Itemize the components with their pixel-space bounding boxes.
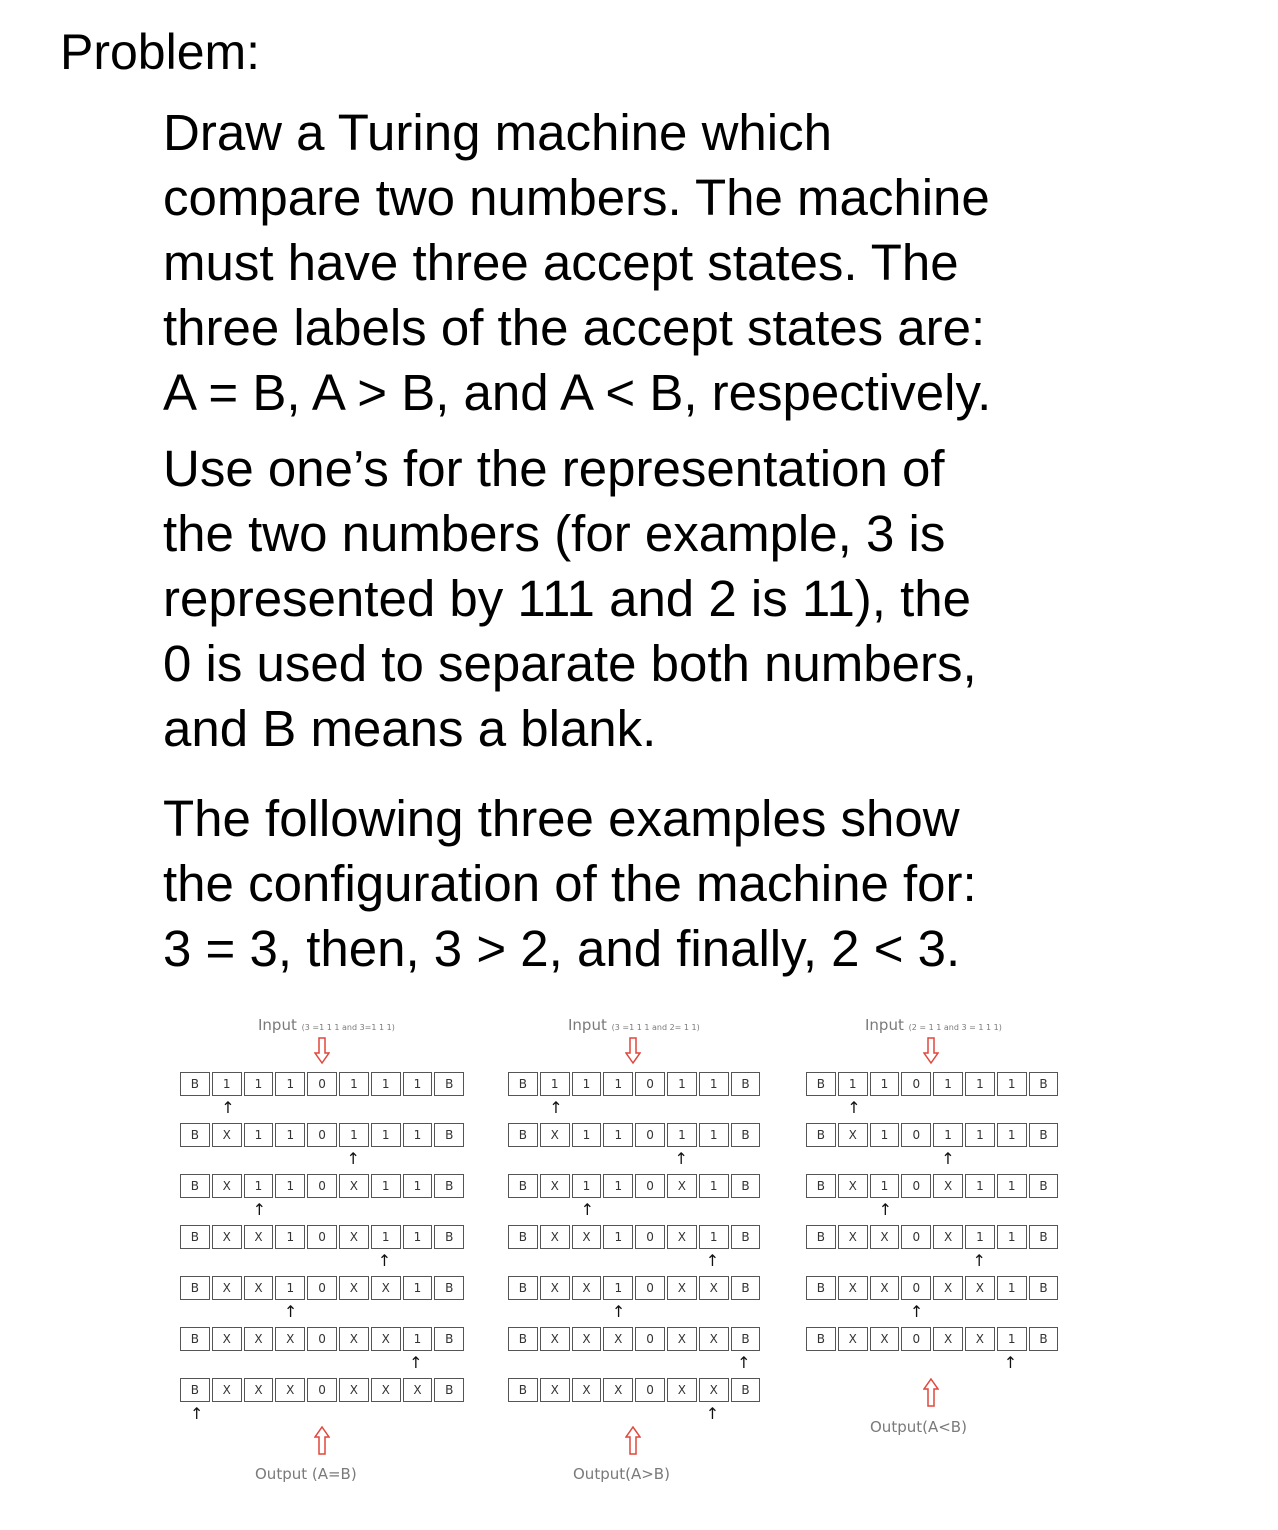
tape-cell: B	[731, 1276, 761, 1300]
head-arrow-icon: ↑	[847, 1098, 861, 1117]
output-arrow-icon	[625, 1426, 641, 1456]
tape-cell: 1	[403, 1072, 433, 1096]
tape-cell: 1	[371, 1123, 401, 1147]
tape-cell: X	[275, 1378, 305, 1402]
tape-cell: B	[180, 1378, 210, 1402]
tape-cell: X	[371, 1327, 401, 1351]
tape-cell: B	[180, 1072, 210, 1096]
tape-cell: B	[180, 1276, 210, 1300]
head-arrow-icon: ↑	[221, 1098, 235, 1117]
head-arrow-icon: ↑	[580, 1200, 594, 1219]
tape-cell: B	[806, 1327, 836, 1351]
output-arrow-icon	[923, 1378, 939, 1408]
tape-row	[180, 1327, 466, 1353]
tape-cell: B	[508, 1276, 538, 1300]
tape-cell: 0	[901, 1327, 931, 1351]
tape-cell: 1	[244, 1123, 274, 1147]
examples-intro	[163, 786, 1203, 981]
tape-cell: B	[731, 1123, 761, 1147]
output-arrow-icon	[314, 1426, 330, 1456]
tape-cell: 1	[275, 1225, 305, 1249]
tape-cell: B	[731, 1072, 761, 1096]
problem-heading: Problem:	[60, 24, 261, 80]
tape-cell: 0	[307, 1174, 337, 1198]
text-line: The following three examples show	[163, 790, 960, 847]
tape-cell: B	[1029, 1327, 1059, 1351]
tape-cell: 1	[403, 1123, 433, 1147]
tape-cell: X	[933, 1327, 963, 1351]
tape-cell: X	[540, 1327, 570, 1351]
tape-cell: X	[870, 1327, 900, 1351]
tape-cell: B	[806, 1225, 836, 1249]
tape-cell: 1	[997, 1072, 1027, 1096]
head-arrow-icon: ↑	[909, 1302, 924, 1321]
head-arrow-icon: ↑	[611, 1302, 626, 1321]
tape-cell: 1	[403, 1327, 433, 1351]
tape-cell: B	[180, 1327, 210, 1351]
head-arrow-icon: ↑	[377, 1251, 392, 1270]
head-arrow-icon: ↑	[737, 1353, 751, 1372]
tape-cell: B	[1029, 1123, 1059, 1147]
tape-cell: B	[1029, 1072, 1059, 1096]
tape-row	[806, 1123, 1060, 1149]
tape-cell: X	[339, 1327, 369, 1351]
tape-cell: X	[667, 1327, 697, 1351]
head-arrow-icon: ↑	[346, 1149, 360, 1168]
text-line: 0 is used to separate both numbers,	[163, 635, 977, 692]
tape-cell: 1	[403, 1174, 433, 1198]
tape-cell: B	[180, 1225, 210, 1249]
head-arrow-icon: ↑	[252, 1200, 266, 1219]
tape-cell: 1	[339, 1123, 369, 1147]
tape-cell: 1	[275, 1072, 305, 1096]
tape-cell: 0	[307, 1276, 337, 1300]
tape-cell: X	[244, 1276, 274, 1300]
tape-cell: 0	[307, 1327, 337, 1351]
tape-cell: 0	[307, 1225, 337, 1249]
tape-row	[508, 1174, 762, 1200]
tape-row	[806, 1072, 1060, 1098]
tape-cell: 1	[572, 1174, 602, 1198]
tape-cell: X	[572, 1378, 602, 1402]
tape-cell: 1	[403, 1276, 433, 1300]
tape-cell: B	[806, 1072, 836, 1096]
tape-cell: 1	[244, 1174, 274, 1198]
output-label: Output (A=B)	[255, 1465, 357, 1483]
tape-cell: 1	[838, 1072, 868, 1096]
head-arrow-icon: ↑	[1003, 1353, 1018, 1372]
tape-cell: 0	[635, 1327, 665, 1351]
tape-cell: X	[244, 1225, 274, 1249]
tape-cell: 1	[371, 1225, 401, 1249]
tape-cell: 0	[307, 1378, 337, 1402]
head-arrow-icon: ↑	[941, 1149, 955, 1168]
tape-cell: B	[508, 1225, 538, 1249]
tape-cell: 1	[997, 1276, 1027, 1300]
tape-cell: B	[1029, 1276, 1059, 1300]
text-line: compare two numbers. The machine	[163, 169, 990, 226]
tape-row	[180, 1378, 466, 1404]
tape-cell: 1	[997, 1327, 1027, 1351]
head-arrow-icon: ↑	[705, 1404, 720, 1423]
tape-cell: 1	[699, 1072, 729, 1096]
head-arrow-icon: ↑	[549, 1098, 563, 1117]
tape-cell: X	[965, 1276, 995, 1300]
tape-cell: X	[667, 1378, 697, 1402]
tape-cell: X	[371, 1276, 401, 1300]
tape-cell: X	[403, 1378, 433, 1402]
tape-cell: B	[1029, 1174, 1059, 1198]
tape-cell: X	[212, 1123, 242, 1147]
tape-cell: B	[434, 1174, 464, 1198]
tape-cell: 1	[275, 1123, 305, 1147]
tape-cell: B	[180, 1174, 210, 1198]
tape-cell: 0	[901, 1123, 931, 1147]
input-arrow-icon	[923, 1037, 939, 1065]
tape-cell: X	[603, 1378, 633, 1402]
tape-cell: X	[699, 1276, 729, 1300]
tape-cell: 1	[244, 1072, 274, 1096]
tape-row	[508, 1327, 762, 1353]
tape-cell: X	[572, 1327, 602, 1351]
tape-cell: 1	[965, 1123, 995, 1147]
tape-cell: 0	[307, 1072, 337, 1096]
tape-cell: 1	[933, 1072, 963, 1096]
tape-cell: 1	[275, 1276, 305, 1300]
input-label-text: Input	[568, 1016, 607, 1034]
input-label	[568, 1016, 700, 1034]
tape-cell: B	[731, 1327, 761, 1351]
input-arrow-icon	[625, 1037, 641, 1065]
tape-cell: 1	[870, 1072, 900, 1096]
tape-cell: 1	[371, 1072, 401, 1096]
tape-cell: 1	[699, 1225, 729, 1249]
text-line: and B means a blank.	[163, 700, 657, 757]
tape-cell: B	[508, 1123, 538, 1147]
tape-cell: B	[731, 1174, 761, 1198]
tape-cell: X	[212, 1276, 242, 1300]
tape-cell: 0	[901, 1276, 931, 1300]
tape-cell: 1	[997, 1123, 1027, 1147]
tape-cell: X	[933, 1174, 963, 1198]
tape-cell: X	[667, 1174, 697, 1198]
text-line: three labels of the accept states are:	[163, 299, 986, 356]
tape-row	[508, 1123, 762, 1149]
tape-cell: 1	[870, 1123, 900, 1147]
text-line: A = B, A > B, and A < B, respectively.	[163, 364, 992, 421]
tape-cell: B	[434, 1123, 464, 1147]
tape-cell: X	[933, 1276, 963, 1300]
tape-cell: X	[838, 1225, 868, 1249]
tape-cell: 1	[212, 1072, 242, 1096]
tape-cell: 1	[540, 1072, 570, 1096]
tape-cell: X	[572, 1276, 602, 1300]
tape-cell: X	[933, 1225, 963, 1249]
head-arrow-icon: ↑	[674, 1149, 688, 1168]
head-arrow-icon: ↑	[972, 1251, 986, 1270]
tape-cell: X	[540, 1123, 570, 1147]
tape-cell: B	[434, 1327, 464, 1351]
tape-cell: X	[699, 1378, 729, 1402]
tape-row	[806, 1225, 1060, 1251]
tape-cell: X	[339, 1225, 369, 1249]
tape-cell: B	[508, 1072, 538, 1096]
tape-row	[180, 1123, 466, 1149]
tape-cell: X	[838, 1276, 868, 1300]
tape-cell: X	[699, 1327, 729, 1351]
tape-cell: B	[508, 1327, 538, 1351]
tape-cell: X	[667, 1276, 697, 1300]
text-line: 3 = 3, then, 3 > 2, and finally, 2 < 3.	[163, 920, 961, 977]
input-label-detail: (2 = 1 1 and 3 = 1 1 1)	[908, 1023, 1002, 1032]
tape-cell: X	[870, 1225, 900, 1249]
tape-row	[806, 1174, 1060, 1200]
tape-cell: X	[275, 1327, 305, 1351]
tape-cell: B	[731, 1225, 761, 1249]
tape-cell: B	[434, 1276, 464, 1300]
tape-cell: B	[731, 1378, 761, 1402]
tape-cell: 1	[667, 1072, 697, 1096]
head-arrow-icon: ↑	[283, 1302, 298, 1321]
tape-cell: X	[540, 1225, 570, 1249]
tape-cell: B	[434, 1378, 464, 1402]
head-arrow-icon: ↑	[190, 1404, 204, 1423]
tape-cell: X	[212, 1225, 242, 1249]
tape-row	[508, 1276, 762, 1302]
tape-cell: 0	[635, 1276, 665, 1300]
tape-cell: 1	[997, 1174, 1027, 1198]
tape-cell: 1	[403, 1225, 433, 1249]
tape-cell: B	[434, 1225, 464, 1249]
input-label-text: Input	[258, 1016, 297, 1034]
tape-cell: X	[572, 1225, 602, 1249]
tape-row	[806, 1327, 1060, 1353]
tape-cell: B	[806, 1174, 836, 1198]
tape-cell: 1	[572, 1072, 602, 1096]
problem-statement	[163, 100, 1203, 425]
tape-cell: 1	[997, 1225, 1027, 1249]
tape-cell: 1	[603, 1174, 633, 1198]
tape-cell: B	[180, 1123, 210, 1147]
representation-description	[163, 436, 1203, 761]
text-line: must have three accept states. The	[163, 234, 959, 291]
tape-cell: 1	[371, 1174, 401, 1198]
tape-cell: 1	[603, 1072, 633, 1096]
head-arrow-icon: ↑	[878, 1200, 892, 1219]
text-line: Draw a Turing machine which	[163, 104, 832, 161]
tape-cell: 1	[603, 1276, 633, 1300]
tape-cell: X	[212, 1378, 242, 1402]
tape-cell: X	[212, 1327, 242, 1351]
text-line: the configuration of the machine for:	[163, 855, 977, 912]
tape-cell: 1	[933, 1123, 963, 1147]
tape-cell: X	[838, 1174, 868, 1198]
tape-row	[806, 1276, 1060, 1302]
tape-row	[508, 1072, 762, 1098]
tape-cell: 0	[635, 1378, 665, 1402]
text-line: represented by 111 and 2 is 11), the	[163, 570, 972, 627]
tape-row	[180, 1174, 466, 1200]
tape-cell: X	[244, 1378, 274, 1402]
tape-cell: 1	[275, 1174, 305, 1198]
tape-cell: X	[870, 1276, 900, 1300]
tape-cell: X	[339, 1174, 369, 1198]
tape-cell: X	[371, 1378, 401, 1402]
input-label-detail: (3 =1 1 1 and 3=1 1 1)	[301, 1023, 395, 1032]
tape-cell: X	[212, 1174, 242, 1198]
tape-cell: 1	[699, 1174, 729, 1198]
tape-cell: 0	[635, 1123, 665, 1147]
tape-cell: 1	[339, 1072, 369, 1096]
tape-cell: 1	[699, 1123, 729, 1147]
tape-cell: 1	[667, 1123, 697, 1147]
tape-cell: X	[667, 1225, 697, 1249]
input-label-text: Input	[865, 1016, 904, 1034]
input-label-detail: (3 =1 1 1 and 2= 1 1)	[611, 1023, 700, 1032]
tape-cell: X	[838, 1327, 868, 1351]
tape-row	[508, 1378, 762, 1404]
output-label: Output(A>B)	[573, 1465, 670, 1483]
tape-cell: 1	[965, 1072, 995, 1096]
tape-cell: 0	[635, 1072, 665, 1096]
tape-cell: B	[434, 1072, 464, 1096]
tape-cell: B	[806, 1276, 836, 1300]
tape-cell: 0	[901, 1072, 931, 1096]
tape-cell: 1	[965, 1225, 995, 1249]
text-line: Use one’s for the representation of	[163, 440, 945, 497]
input-label	[865, 1016, 1002, 1034]
tape-cell: 0	[901, 1225, 931, 1249]
tape-cell: X	[540, 1378, 570, 1402]
tape-cell: 1	[603, 1123, 633, 1147]
tape-cell: B	[806, 1123, 836, 1147]
tape-cell: 0	[635, 1174, 665, 1198]
tape-cell: 1	[870, 1174, 900, 1198]
text-line: the two numbers (for example, 3 is	[163, 505, 946, 562]
tape-cell: 0	[635, 1225, 665, 1249]
tape-cell: X	[540, 1174, 570, 1198]
tape-cell: 0	[307, 1123, 337, 1147]
tape-cell: X	[965, 1327, 995, 1351]
tape-cell: X	[838, 1123, 868, 1147]
input-arrow-icon	[314, 1037, 330, 1065]
tape-row	[180, 1225, 466, 1251]
tape-cell: 0	[901, 1174, 931, 1198]
tape-row	[508, 1225, 762, 1251]
tape-cell: 1	[965, 1174, 995, 1198]
tape-cell: X	[603, 1327, 633, 1351]
tape-cell: X	[339, 1276, 369, 1300]
head-arrow-icon: ↑	[409, 1353, 423, 1372]
tape-row	[180, 1072, 466, 1098]
head-arrow-icon: ↑	[705, 1251, 720, 1270]
tape-cell: B	[508, 1174, 538, 1198]
tape-row	[180, 1276, 466, 1302]
tape-cell: 1	[603, 1225, 633, 1249]
tape-cell: B	[508, 1378, 538, 1402]
output-label: Output(A<B)	[870, 1418, 967, 1436]
tape-cell: B	[1029, 1225, 1059, 1249]
input-label	[258, 1016, 395, 1034]
tape-cell: X	[339, 1378, 369, 1402]
tape-cell: X	[540, 1276, 570, 1300]
tape-cell: 1	[572, 1123, 602, 1147]
tape-cell: X	[244, 1327, 274, 1351]
